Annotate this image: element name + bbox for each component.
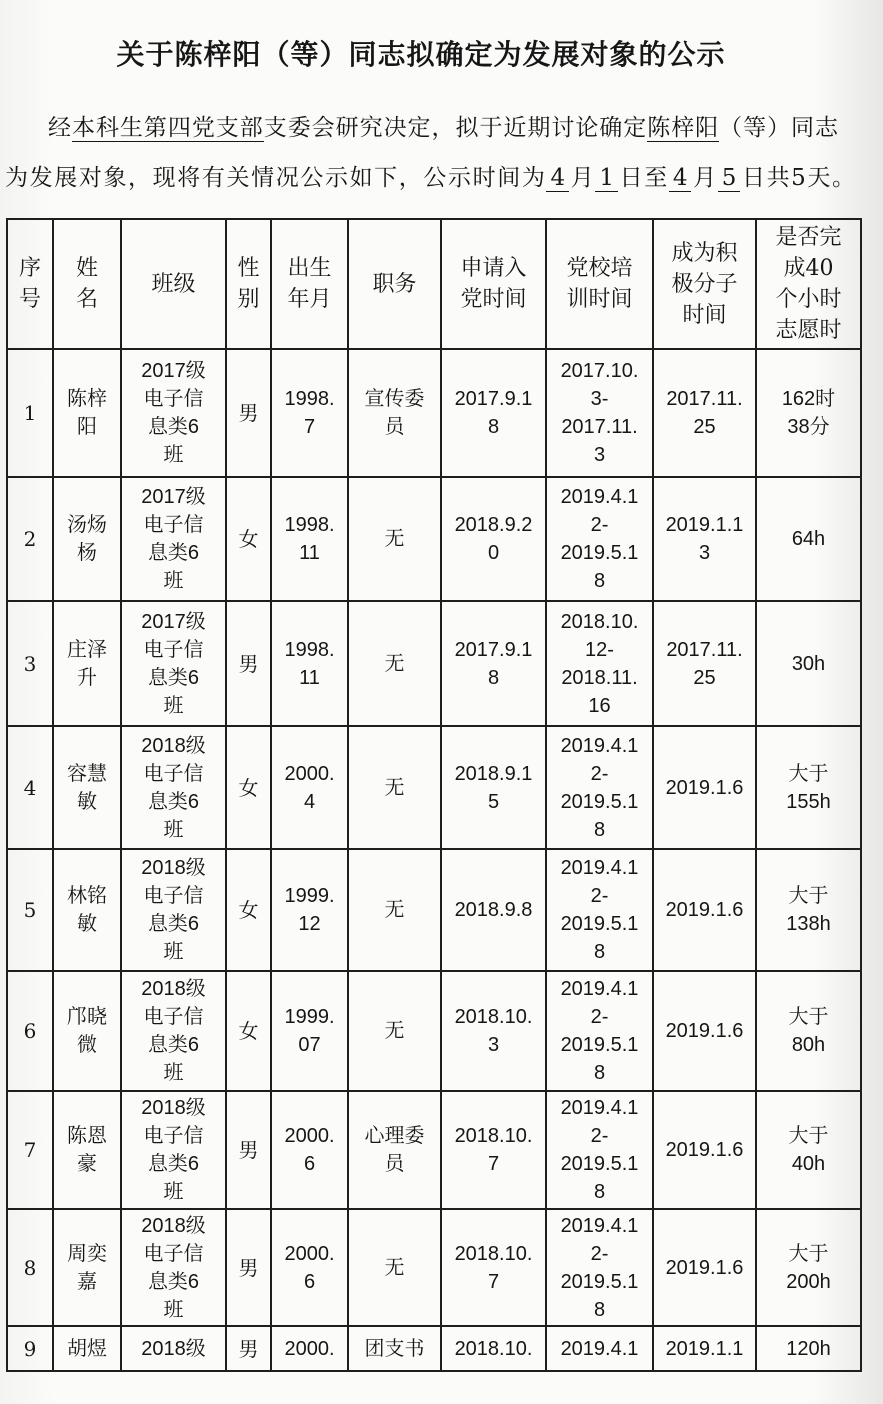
position-cell: 无 [348, 601, 441, 726]
gender-cell: 男 [226, 349, 271, 477]
notice-end-day: 5 [718, 165, 741, 192]
class-cell: 2017级 电子信 息类6 班 [121, 477, 226, 601]
position-cell: 心理委 员 [348, 1091, 441, 1209]
party-school-training-cell: 2019.4.1 2- 2019.5.1 8 [546, 1091, 653, 1209]
birth-date-cell: 2000. 6 [271, 1091, 348, 1209]
table-row [7, 726, 861, 849]
position-cell: 团支书 [348, 1326, 441, 1371]
activist-date-cell: 2019.1.6 [653, 1091, 756, 1209]
notice-text: 月 [691, 165, 718, 191]
notice-candidate-name: 陈梓阳 [647, 115, 720, 141]
birth-date-cell: 2000. 4 [271, 726, 348, 849]
class-cell: 2018级 电子信 息类6 班 [121, 971, 226, 1091]
party-school-training-cell: 2019.4.1 2- 2019.5.1 8 [546, 477, 653, 601]
class-cell: 2017级 电子信 息类6 班 [121, 349, 226, 477]
name-cell: 汤炀 杨 [53, 477, 121, 601]
activist-date-cell: 2019.1.6 [653, 726, 756, 849]
table-row [7, 601, 861, 726]
birth-date-cell: 2000. 6 [271, 1209, 348, 1326]
name-cell: 胡煜 [53, 1326, 121, 1371]
application-date-cell: 2018.9.2 0 [441, 477, 546, 601]
position-cell: 无 [348, 477, 441, 601]
seq-cell: 7 [7, 1091, 53, 1209]
notice-text: 日共5天。 [740, 165, 855, 191]
gender-cell: 女 [226, 971, 271, 1091]
name-cell: 周奕 嘉 [53, 1209, 121, 1326]
notice-text: 为发展对象，现将有关情况公示如下，公示时间为 [5, 165, 547, 191]
candidate-table [6, 218, 862, 1372]
application-date-cell: 2018.10. 7 [441, 1091, 546, 1209]
volunteer-hours-cell: 64h [756, 477, 861, 601]
seq-cell: 4 [7, 726, 53, 849]
name-cell: 庄泽 升 [53, 601, 121, 726]
notice-paragraph-line-2 [5, 159, 855, 197]
position-cell: 无 [348, 849, 441, 971]
notice-text: 日至 [617, 165, 669, 191]
party-school-training-cell: 2019.4.1 [546, 1326, 653, 1371]
gender-cell: 女 [226, 849, 271, 971]
application-date-cell: 2018.10. 7 [441, 1209, 546, 1326]
birth-date-cell: 1999. 07 [271, 971, 348, 1091]
header-class: 班级 [121, 219, 226, 349]
position-cell: 无 [348, 1209, 441, 1326]
notice-end-month: 4 [669, 165, 692, 192]
name-cell: 陈梓 阳 [53, 349, 121, 477]
party-school-training-cell: 2019.4.1 2- 2019.5.1 8 [546, 849, 653, 971]
name-cell: 容慧 敏 [53, 726, 121, 849]
notice-start-month: 4 [546, 165, 569, 192]
activist-date-cell: 2019.1.6 [653, 1209, 756, 1326]
table-row [7, 1326, 861, 1371]
application-date-cell: 2017.9.1 8 [441, 601, 546, 726]
gender-cell: 男 [226, 1091, 271, 1209]
seq-cell: 9 [7, 1326, 53, 1371]
header-training: 党校培 训时间 [546, 219, 653, 349]
seq-cell: 2 [7, 477, 53, 601]
volunteer-hours-cell: 大于 80h [756, 971, 861, 1091]
notice-branch-name: 本科生第四党支部 [71, 115, 264, 141]
activist-date-cell: 2019.1.6 [653, 971, 756, 1091]
position-cell: 无 [348, 971, 441, 1091]
class-cell: 2018级 [121, 1326, 226, 1371]
application-date-cell: 2018.10. [441, 1326, 546, 1371]
header-birth: 出生 年月 [271, 219, 348, 349]
seq-cell: 6 [7, 971, 53, 1091]
notice-start-day: 1 [595, 165, 618, 192]
gender-cell: 女 [226, 726, 271, 849]
notice-text: 支委会研究决定，拟于近期讨论确定 [263, 115, 648, 141]
volunteer-hours-cell: 大于 155h [756, 726, 861, 849]
name-cell: 邝晓 微 [53, 971, 121, 1091]
header-position: 职务 [348, 219, 441, 349]
header-gender: 性 别 [226, 219, 271, 349]
name-cell: 陈恩 豪 [53, 1091, 121, 1209]
activist-date-cell: 2019.1.1 3 [653, 477, 756, 601]
class-cell: 2018级 电子信 息类6 班 [121, 1091, 226, 1209]
gender-cell: 男 [226, 1326, 271, 1371]
party-school-training-cell: 2017.10. 3- 2017.11. 3 [546, 349, 653, 477]
birth-date-cell: 2000. [271, 1326, 348, 1371]
table-row [7, 1091, 861, 1209]
birth-date-cell: 1998. 7 [271, 349, 348, 477]
party-school-training-cell: 2019.4.1 2- 2019.5.1 8 [546, 1209, 653, 1326]
position-cell: 宣传委 员 [348, 349, 441, 477]
birth-date-cell: 1998. 11 [271, 601, 348, 726]
header-name: 姓 名 [53, 219, 121, 349]
header-seq: 序 号 [7, 219, 53, 349]
class-cell: 2018级 电子信 息类6 班 [121, 1209, 226, 1326]
table-row [7, 849, 861, 971]
activist-date-cell: 2017.11. 25 [653, 601, 756, 726]
birth-date-cell: 1998. 11 [271, 477, 348, 601]
header-activist-date: 成为积 极分子 时间 [653, 219, 756, 349]
activist-date-cell: 2017.11. 25 [653, 349, 756, 477]
party-school-training-cell: 2019.4.1 2- 2019.5.1 8 [546, 971, 653, 1091]
application-date-cell: 2018.9.1 5 [441, 726, 546, 849]
notice-paragraph-line-1 [48, 109, 838, 147]
application-date-cell: 2018.10. 3 [441, 971, 546, 1091]
table-header-row [7, 219, 861, 349]
document-title: 关于陈梓阳（等）同志拟确定为发展对象的公示 [116, 38, 726, 71]
class-cell: 2017级 电子信 息类6 班 [121, 601, 226, 726]
class-cell: 2018级 电子信 息类6 班 [121, 849, 226, 971]
activist-date-cell: 2019.1.6 [653, 849, 756, 971]
table-row [7, 477, 861, 601]
party-school-training-cell: 2018.10. 12- 2018.11. 16 [546, 601, 653, 726]
application-date-cell: 2017.9.1 8 [441, 349, 546, 477]
header-volunteer-hours: 是否完 成40 个小时 志愿时 [756, 219, 861, 349]
notice-text: 经 [48, 115, 72, 141]
gender-cell: 男 [226, 601, 271, 726]
notice-text: 月 [569, 165, 596, 191]
header-application-date: 申请入 党时间 [441, 219, 546, 349]
gender-cell: 女 [226, 477, 271, 601]
name-cell: 林铭 敏 [53, 849, 121, 971]
application-date-cell: 2018.9.8 [441, 849, 546, 971]
birth-date-cell: 1999. 12 [271, 849, 348, 971]
table-row [7, 349, 861, 477]
notice-text: （等）同志 [719, 115, 838, 141]
volunteer-hours-cell: 30h [756, 601, 861, 726]
volunteer-hours-cell: 大于 138h [756, 849, 861, 971]
class-cell: 2018级 电子信 息类6 班 [121, 726, 226, 849]
activist-date-cell: 2019.1.1 [653, 1326, 756, 1371]
volunteer-hours-cell: 大于 200h [756, 1209, 861, 1326]
position-cell: 无 [348, 726, 441, 849]
table-row [7, 971, 861, 1091]
volunteer-hours-cell: 120h [756, 1326, 861, 1371]
gender-cell: 男 [226, 1209, 271, 1326]
volunteer-hours-cell: 162时 38分 [756, 349, 861, 477]
seq-cell: 5 [7, 849, 53, 971]
party-school-training-cell: 2019.4.1 2- 2019.5.1 8 [546, 726, 653, 849]
seq-cell: 8 [7, 1209, 53, 1326]
table-row [7, 1209, 861, 1326]
seq-cell: 1 [7, 349, 53, 477]
seq-cell: 3 [7, 601, 53, 726]
volunteer-hours-cell: 大于 40h [756, 1091, 861, 1209]
